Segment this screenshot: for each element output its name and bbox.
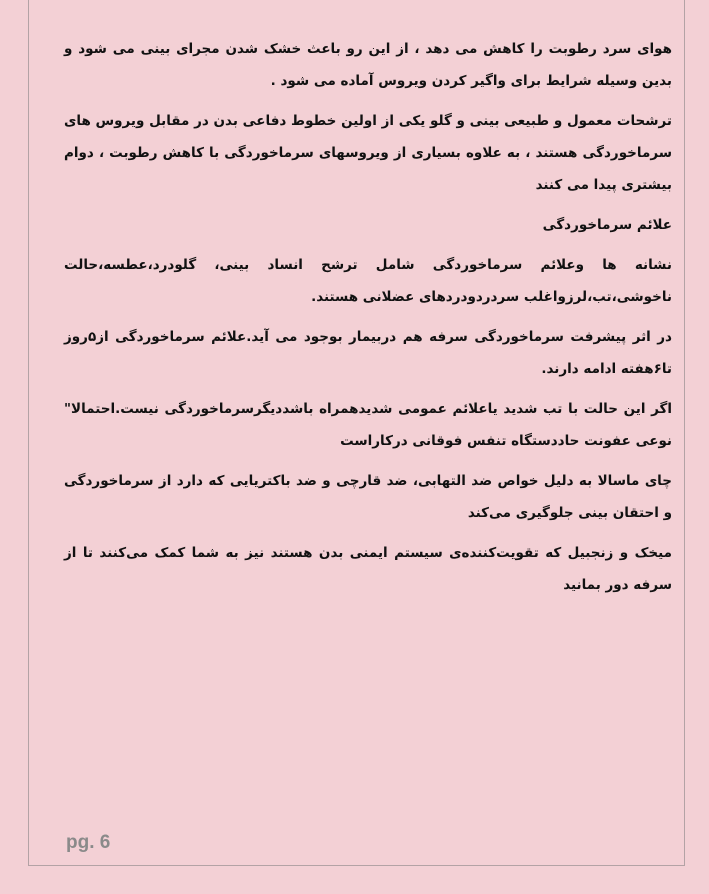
paragraph-cough-duration: در اثر پیشرفت سرماخوردگی سرفه هم دربیمار بوجود می آید.علائم سرماخوردگی از۵روز تا۶هفته ادامه دارند. bbox=[64, 329, 672, 377]
paragraph-symptoms-list: نشانه ها وعلائم سرماخوردگی شامل ترشح انساد بینی، گلودرد،عطسه،حالت ناخوشی،تب،لرزواغلب سردردودردهای عضلانی هستند. bbox=[64, 257, 672, 305]
page-number: pg. 6 bbox=[66, 832, 111, 853]
paragraph-clove-ginger: میخک و زنجبیل که تقویت‌کننده‌ی سیستم ایمنی بدن هستند نیز به شما کمک می‌کنند تا از سرفه دور بمانید bbox=[64, 545, 672, 593]
paragraph-nasal-secretions: ترشحات معمول و طبیعی بینی و گلو یکی از اولین خطوط دفاعی بدن در مقابل ویروس های سرماخوردگی هستند ، به علاوه بسیاری از ویروسهای سرماخوردگی با کاهش رطوبت ، دوام بیشتری پیدا می کنند bbox=[64, 113, 672, 193]
paragraph-dry-air: هوای سرد رطوبت را کاهش می دهد ، از این رو باعث خشک شدن مجرای بینی می شود و بدین وسیله شرایط برای واگیر کردن ویروس آماده می شود . bbox=[64, 41, 672, 89]
paragraph-masala-tea: چای ماسالا به دلیل خواص ضد التهابی، ضد قارچی و ضد باکتریایی که دارد از سرماخوردگی و احتقان بینی جلوگیری می‌کند bbox=[64, 473, 672, 521]
document-body bbox=[64, 33, 672, 609]
heading-cold-symptoms: علائم سرماخوردگی bbox=[542, 217, 672, 233]
paragraph-high-fever: اگر این حالت با تب شدید یاعلائم عمومی شدیدهمراه باشددیگرسرماخوردگی نیست.احتمالا" نوعی عفونت حاددستگاه تنفس فوقانی درکاراست bbox=[64, 401, 672, 449]
